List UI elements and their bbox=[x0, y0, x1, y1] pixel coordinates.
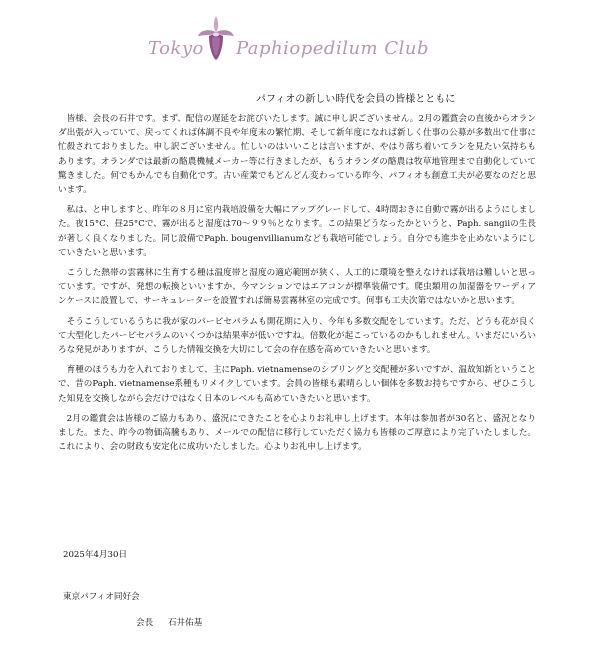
letter-body bbox=[58, 112, 536, 454]
orchid-icon bbox=[197, 14, 235, 62]
organization-name: 東京パフィオ同好会 bbox=[63, 592, 140, 602]
paragraph-cloud-forest: こうした熱帯の雲霧林に生育する種は温度帯と湿度の適応範囲が狭く、人工的に環境を整えなければ栽培は難しいと思っています。ですが、発想の転換といいますか、今マンションではエアコンが標準装備です。爬虫類用の加湿器をワーディアンケースに設置して、サーキュレーターを設置すれば簡易雲霧林室の完成です。何事も工夫次第ではないかと思います。 bbox=[58, 268, 536, 307]
signature bbox=[136, 616, 202, 628]
logo-text-tokyo: Tokyo bbox=[148, 38, 204, 59]
signature-name: 石井佑基 bbox=[167, 618, 203, 628]
headline: パフィオの新しい時代を会員の皆様とともに bbox=[256, 94, 456, 105]
paragraph-flowering: そうこうしているうちに我が家のパーピセパラムも開花期に入り、今年も多数交配をしています。ただ、どうも花が良くて大型化したパーピセパラムのいくつかは結果率が低いですね。倍数化が起こっているのかもしれません。いまだにいろいろな発見がありますが、こうした情報交換を大切にして会の存在感を高めていきたいと思います。 bbox=[58, 316, 536, 356]
paragraph-appreciation: 2月の鑑賞会は皆様のご協力もあり、盛況にできたことを心よりお礼申し上げます。本年は参加者が30名と、盛況となりました。また、昨今の物価高騰もあり、メールでの配信に移行していただく協力も皆様のご厚意により完了いたしました。これにより、会の財政も安定化に成功いたしました。心よりお礼申し上げます。 bbox=[58, 413, 536, 453]
paragraph-greeting: 皆様、会長の石井です。まず、配信の遅延をお詫びいたします。誠に申し訳ございません。2月の鑑賞会の直後からオランダ出張が入っていて、戻ってくれば体調不良や年度末の繁忙期、そして新年度になれば新しく仕事の公募が多数出て仕事に忙殺されておりました。申し訳ございません。忙しいのはいいことは言いますが、やはり落ち着いてランを見たい気持ちもあります。オランダでは最新の酪農機械メーカー等に行きましたが、もうオランダの酪農は牧草地管理まで自動化していて驚きました。何でもかんでも自動化です。古い産業でもどんどん変わっている昨今、パフィオも創意工夫が必要なのだと思います。 bbox=[58, 114, 536, 196]
paragraph-growing-equipment: 私は、と申しますと、昨年の８月に室内栽培設備を大幅にアップグレードして、4時間おきに自動で霧が出るようにしました。夜15°C、昼25°Cで、霧が出ると湿度は70～９９％となります。この結果どうなったかというと、Paph. sangiiの生長が著しく良くなりました。同じ設備でPaph. bougenvillianumなども栽培可能でしょう。自分でも進歩を止めないようにしていきたいと思います。 bbox=[58, 205, 536, 258]
logo-text-club: Paphiopedilum Club bbox=[236, 38, 429, 59]
club-logo bbox=[0, 14, 595, 68]
paragraph-breeding: 育種のほうも力を入れておりまして、主にPaph. vietnamenseのシブリングと交配種が多いですが、温故知新ということで、昔のPaph. vietnamense系種もリメイクしています。会員の皆様も素晴らしい個体を多数お持ちですから、ぜひこうした知見を交換しながら会だけではなく日本のレベルも高めていきたいと思います。 bbox=[58, 365, 536, 404]
signature-role: 会長 bbox=[136, 618, 154, 628]
letter-date: 2025年4月30日 bbox=[63, 550, 128, 560]
